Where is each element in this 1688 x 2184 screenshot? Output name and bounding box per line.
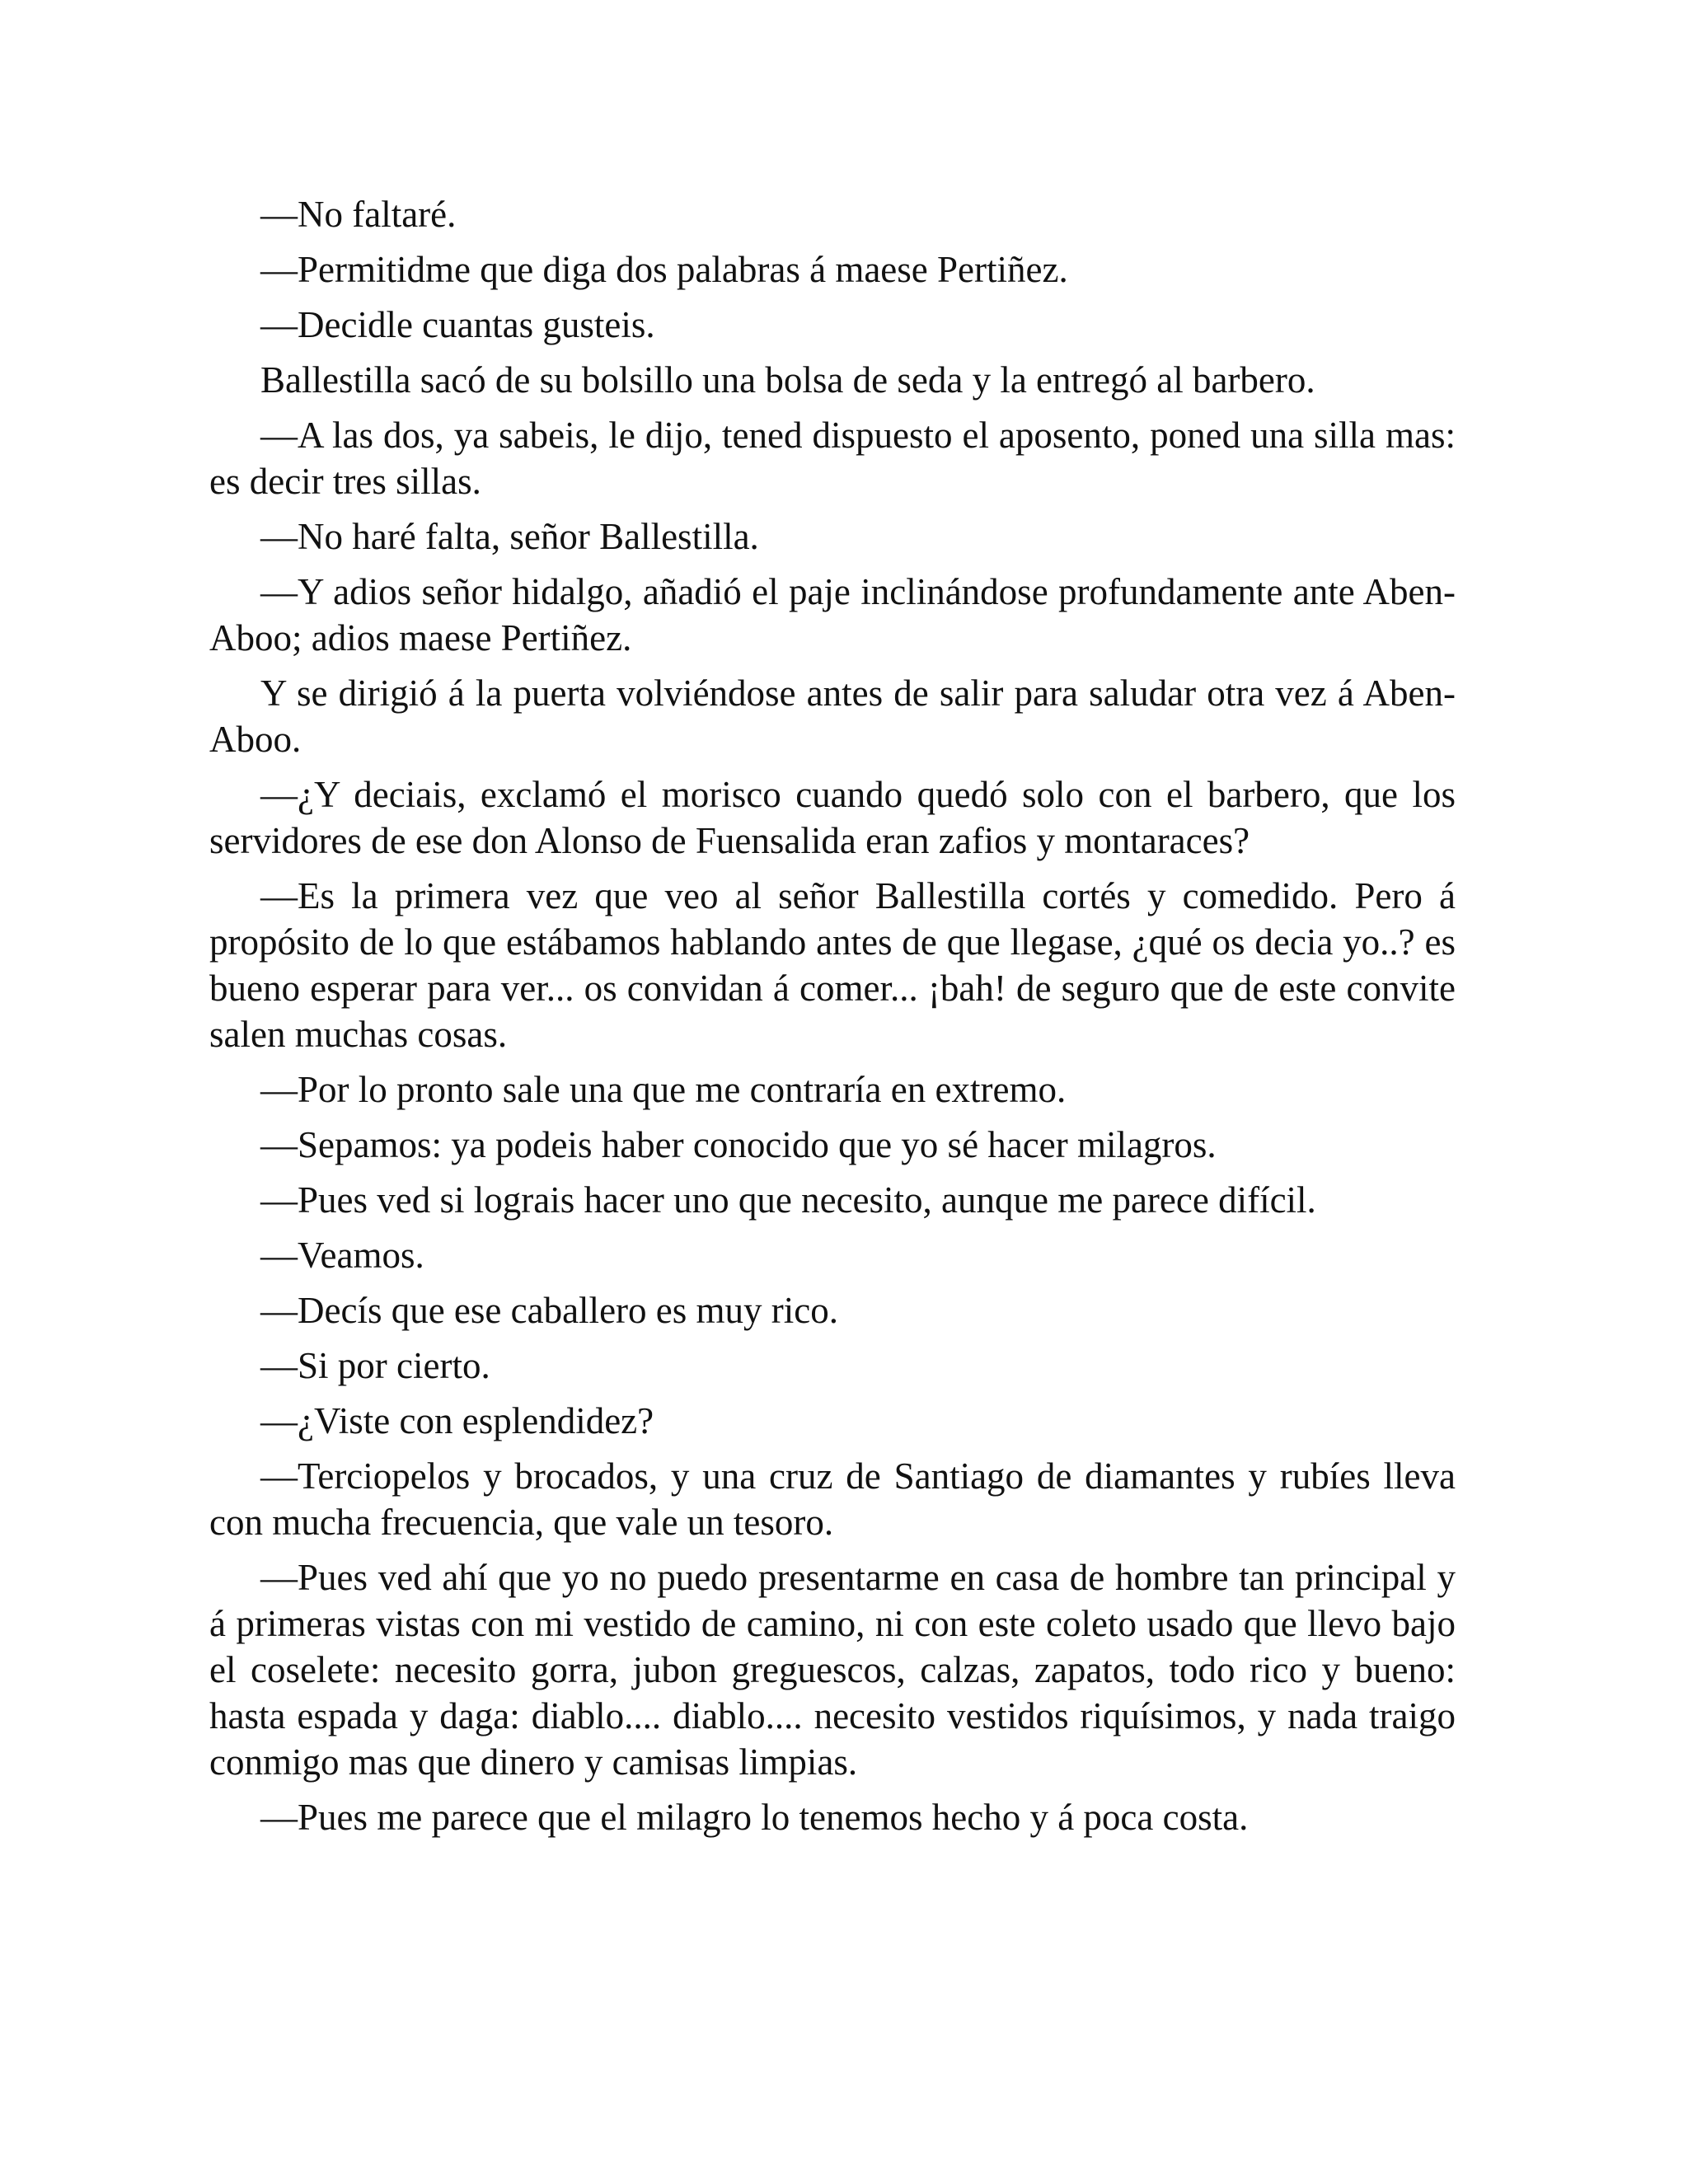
paragraph: —Decís que ese caballero es muy rico. (260, 1290, 838, 1331)
paragraph: —Es la primera vez que veo al señor Ballestilla cortés y comedido. Pero á propósito de lo que estábamos hablando antes de que llegase, ¿qué os decia yo..? es bueno esperar para ver... os convidan á comer... ¡bah! de seguro que de este convite salen muchas cosas. (209, 875, 1456, 1055)
paragraph: —Permitidme que diga dos palabras á maese Pertiñez. (260, 249, 1068, 290)
body-text (209, 191, 1456, 1849)
paragraph: —Terciopelos y brocados, y una cruz de Santiago de diamantes y rubíes lleva con mucha frecuencia, que vale un tesoro. (209, 1455, 1456, 1543)
paragraph: —Pues me parece que el milagro lo tenemos hecho y á poca costa. (260, 1797, 1249, 1838)
paragraph: —Y adios señor hidalgo, añadió el paje inclinándose profundamente ante Aben-Aboo; adios maese Pertiñez. (209, 571, 1456, 658)
paragraph: —Por lo pronto sale una que me contraría en extremo. (260, 1069, 1067, 1110)
paragraph: —Pues ved si lograis hacer uno que necesito, aunque me parece difícil. (260, 1179, 1316, 1221)
paragraph: —No haré falta, señor Ballestilla. (260, 516, 759, 557)
paragraph: Y se dirigió á la puerta volviéndose antes de salir para saludar otra vez á Aben-Aboo. (209, 673, 1456, 760)
paragraph: —Decidle cuantas gusteis. (260, 304, 655, 345)
paragraph: —Sepamos: ya podeis haber conocido que yo sé hacer milagros. (260, 1124, 1217, 1165)
paragraph: Ballestilla sacó de su bolsillo una bolsa de seda y la entregó al barbero. (260, 359, 1315, 401)
paragraph: —No faltaré. (260, 194, 457, 235)
paragraph: —Si por cierto. (260, 1345, 490, 1386)
paragraph: —Pues ved ahí que yo no puedo presentarme en casa de hombre tan principal y á primeras vistas con mi vestido de camino, ni con este coleto usado que llevo bajo el coselete: necesito gorra, jubon greguescos, calzas, zapatos, todo rico y bueno: hasta espada y daga: diablo.... diablo.... necesito vestidos riquísimos, y nada traigo conmigo mas que dinero y camisas limpias. (209, 1557, 1456, 1783)
paragraph: —Veamos. (260, 1235, 424, 1276)
paragraph: —A las dos, ya sabeis, le dijo, tened dispuesto el aposento, poned una silla mas: es decir tres sillas. (209, 415, 1456, 502)
paragraph: —¿Y deciais, exclamó el morisco cuando quedó solo con el barbero, que los servidores de ese don Alonso de Fuensalida eran zafios y montaraces? (209, 774, 1456, 861)
paragraph: —¿Viste con esplendidez? (260, 1400, 654, 1441)
